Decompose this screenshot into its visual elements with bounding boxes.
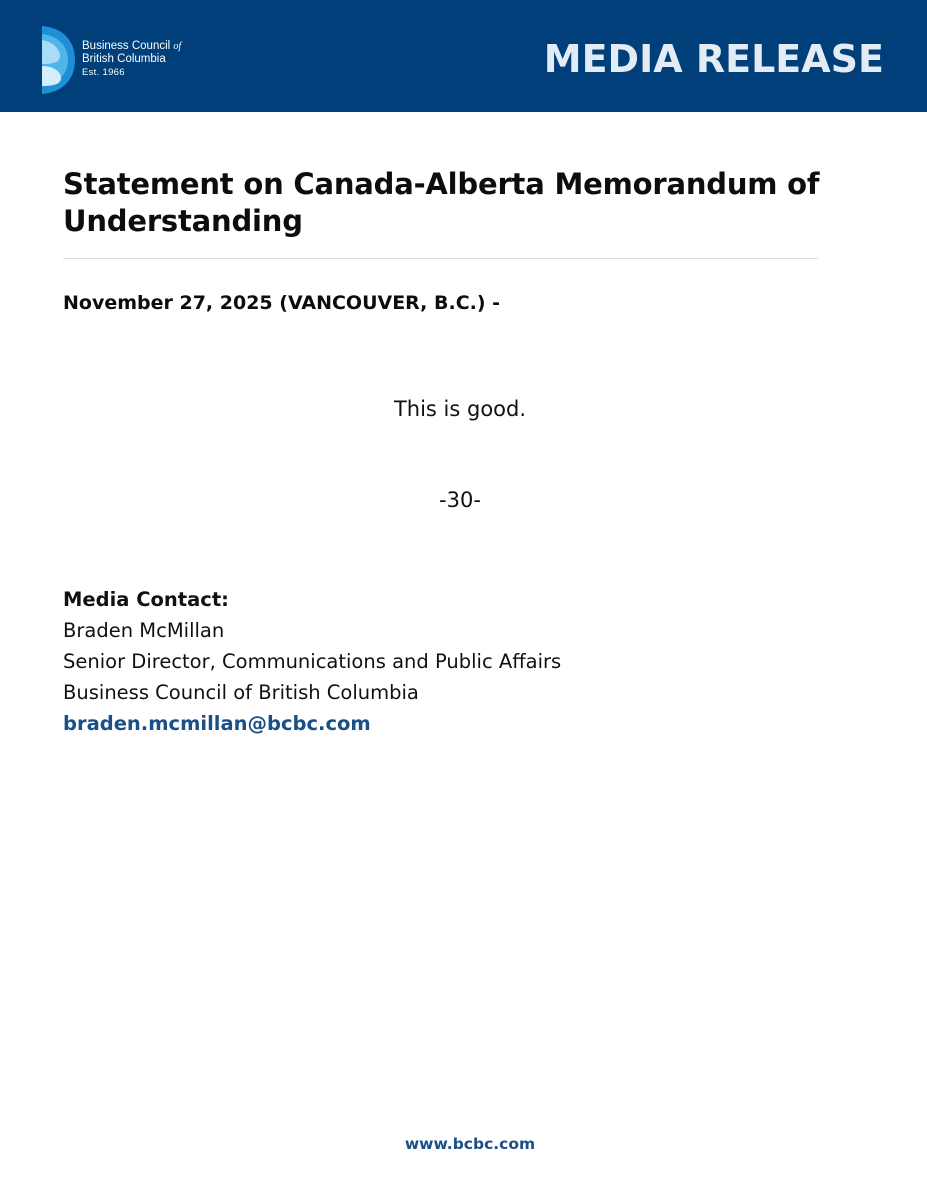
footer-website-link[interactable]: www.bcbc.com: [404, 1135, 536, 1153]
header-band: [0, 0, 927, 112]
contact-organization: Business Council of British Columbia: [63, 681, 419, 704]
document-title: Statement on Canada-Alberta Memorandum of Understanding: [63, 167, 820, 238]
org-established: Est. 1966: [82, 67, 125, 78]
end-mark: -30-: [439, 488, 481, 512]
org-name-line-2: British Columbia: [82, 53, 166, 65]
org-logo-text: [82, 40, 181, 79]
org-name-line-1: [82, 40, 181, 53]
contact-email-link[interactable]: braden.mcmillan@bcbc.com: [63, 712, 371, 735]
contact-name: Braden McMillan: [63, 619, 225, 642]
statement-body: This is good.: [393, 397, 527, 421]
media-release-label: MEDIA RELEASE: [543, 37, 884, 81]
org-name-main: Business Council: [82, 40, 171, 52]
contact-position: Senior Director, Communications and Public Affairs: [63, 650, 562, 673]
org-name-of: of: [173, 41, 182, 52]
dateline: November 27, 2025 (VANCOUVER, B.C.) -: [63, 292, 501, 314]
media-contact-heading: Media Contact:: [63, 588, 229, 611]
media-contact-block: [63, 584, 561, 739]
bcbc-logo-icon: [40, 26, 76, 94]
title-divider: [63, 258, 818, 259]
